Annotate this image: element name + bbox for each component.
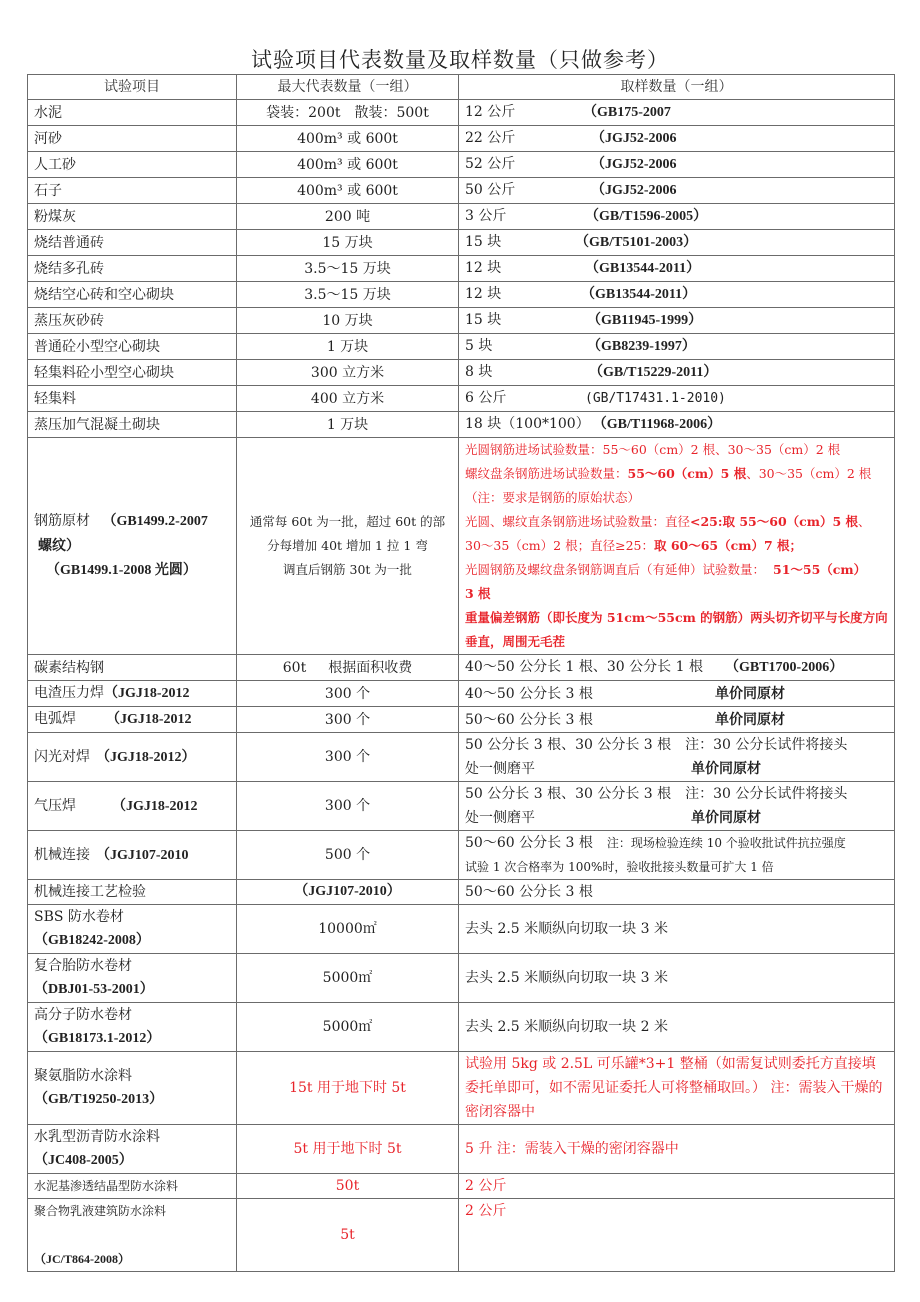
table-row [28, 1199, 895, 1272]
cell-sample [459, 782, 895, 831]
table-row [28, 386, 895, 412]
price-note: 单价同原材 [691, 761, 761, 777]
standard-code-suffix: 螺纹） [38, 538, 80, 554]
table-row [28, 230, 895, 256]
standard-code: （JGJ107-2010 [96, 847, 189, 863]
table-row [28, 256, 895, 282]
cell-quantity: 300 个 [237, 733, 459, 782]
quantity-line: 分每增加 40t 增加 1 拉 1 弯 [267, 538, 428, 553]
cell-quantity: 400m³ 或 600t [237, 178, 459, 204]
cell-item: 烧结普通砖 [28, 230, 237, 256]
standard-code: （JGJ18-2012 [106, 712, 192, 727]
cell-item: 普通砼小型空心砌块 [28, 334, 237, 360]
table-row-rebar [28, 438, 895, 655]
cell-sample: 2 公斤 [459, 1199, 895, 1272]
cell-sample [459, 256, 895, 282]
cell-sample [459, 230, 895, 256]
cell-item [28, 681, 237, 707]
item-name: 机械连接 [34, 846, 90, 863]
sample-value: 5 块 [465, 338, 493, 354]
item-name: 电渣压力焊 [34, 685, 104, 701]
sample-value: 52 公斤 [465, 156, 516, 172]
table-row [28, 308, 895, 334]
sample-line [465, 510, 888, 534]
quantity-line: 通常每 60t 为一批，超过 60t 的部 [249, 514, 446, 529]
price-note: 单价同原材 [715, 711, 785, 728]
item-name: 水乳型沥青防水涂料 [34, 1129, 160, 1145]
item-name: 气压焊 [34, 797, 76, 814]
cell-item: 烧结空心砖和空心砌块 [28, 282, 237, 308]
table-row [28, 360, 895, 386]
cell-sample: 50～60 公分长 3 根 [459, 880, 895, 905]
sample-line: 光圆钢筋进场试验数量：55～60（cm）2 根、30～35（cm）2 根 [465, 442, 841, 457]
sample-value: 12 块 [465, 260, 502, 276]
table-row [28, 655, 895, 681]
cell-quantity: 5t 用于地下时 5t [237, 1125, 459, 1174]
sample-line: 处一侧磨平 [465, 761, 535, 777]
cell-item [28, 1052, 237, 1125]
standard-code: （JGJ18-2012 [104, 686, 190, 701]
cell-item: 机械连接工艺检验 [28, 880, 237, 905]
standard-code: （GB/T11968-2006） [599, 417, 722, 432]
page-title: 试验项目代表数量及取样数量（只做参考） [251, 48, 669, 72]
cell-sample [459, 438, 895, 655]
sample-line [465, 462, 888, 486]
sample-line: 重量偏差钢筋（即长度为 51cm～55cm 的钢筋）两头切齐切平与长度方向垂直，周围无毛茬 [465, 610, 888, 649]
cell-item [28, 905, 237, 954]
item-name: 闪光对焊 [34, 748, 90, 765]
cell-quantity [237, 655, 459, 681]
sample-line: 处一侧磨平 [465, 810, 535, 826]
cell-sample [459, 831, 895, 880]
cell-item [28, 1003, 237, 1052]
item-name: 钢筋原材 [34, 513, 90, 529]
cell-quantity: 15 万块 [237, 230, 459, 256]
sample-value: 8 块 [465, 364, 493, 380]
cell-quantity: 300 个 [237, 681, 459, 707]
standard-code: （GB1499.2-2007 [102, 514, 208, 529]
price-note: 单价同原材 [715, 685, 785, 702]
cell-sample [459, 334, 895, 360]
cell-sample [459, 386, 895, 412]
cell-quantity: 300 个 [237, 707, 459, 733]
table-row [28, 1052, 895, 1125]
table-row [28, 880, 895, 905]
sample-value: 50 公斤 [465, 182, 516, 198]
standard-code: （GB/T15229-2011） [589, 365, 718, 380]
item-name: 聚合物乳液建筑防水涂料 [34, 1204, 167, 1218]
quantity-value: 60t [282, 659, 307, 676]
standard-code: （GB18242-2008） [34, 933, 150, 948]
table-row [28, 178, 895, 204]
cell-sample [459, 655, 895, 681]
table-row [28, 152, 895, 178]
standard-code: （GB175-2007 [583, 105, 671, 120]
sample-line: 50 公分长 3 根、30 公分长 3 根 注：30 公分长试件将接头 [465, 737, 848, 753]
header-sample-quantity: 取样数量（一组） [459, 75, 895, 100]
cell-sample [459, 360, 895, 386]
cell-sample [459, 282, 895, 308]
standard-code: （JGJ52-2006 [591, 131, 677, 146]
cell-quantity: 400m³ 或 600t [237, 126, 459, 152]
cell-quantity: 500 个 [237, 831, 459, 880]
item-name: 聚氨脂防水涂料 [34, 1068, 132, 1084]
text: 、30～35（cm）2 根 [746, 466, 872, 481]
cell-item [28, 782, 237, 831]
cell-quantity: 50t [237, 1174, 459, 1199]
table-row [28, 1125, 895, 1174]
cell-item: 石子 [28, 178, 237, 204]
cell-item: 人工砂 [28, 152, 237, 178]
table-row [28, 1174, 895, 1199]
cell-sample [459, 152, 895, 178]
cell-item: 轻集料砼小型空心砌块 [28, 360, 237, 386]
cell-quantity: 200 吨 [237, 204, 459, 230]
cell-quantity: 5t [237, 1199, 459, 1272]
standard-code: （JGJ18-2012 [112, 798, 198, 814]
sample-note: 注：现场检验连续 10 个验收批试件抗拉强度 [606, 836, 846, 850]
cell-item [28, 954, 237, 1003]
price-note: 单价同原材 [691, 810, 761, 826]
cell-quantity: 1 万块 [237, 334, 459, 360]
cell-sample [459, 126, 895, 152]
standard-code: (GB/T17431.1-2010) [585, 391, 726, 406]
standard-code: （GB8239-1997） [587, 339, 696, 354]
sample-value: 50～60 公分长 3 根 [465, 711, 593, 728]
item-name: SBS 防水卷材 [34, 909, 124, 925]
table-row [28, 412, 895, 438]
cell-item: 蒸压加气混凝土砌块 [28, 412, 237, 438]
standard-code: （JGJ18-2012） [96, 749, 196, 765]
sample-value: 3 公斤 [465, 208, 507, 224]
cell-item [28, 733, 237, 782]
text: 光圆、螺纹直条钢筋进场试验数量：直径 [465, 514, 691, 529]
cell-sample [459, 100, 895, 126]
table-row [28, 100, 895, 126]
text-bold: <25:取 55～60（cm）5 根 [690, 514, 859, 529]
cell-item: 碳素结构钢 [28, 655, 237, 681]
sample-value: 40～50 公分长 1 根、30 公分长 1 根 [465, 659, 703, 675]
cell-quantity: 3.5～15 万块 [237, 256, 459, 282]
sample-value: 15 块 [465, 312, 502, 328]
cell-quantity [237, 438, 459, 655]
cell-sample: 去头 2.5 米顺纵向切取一块 3 米 [459, 905, 895, 954]
cell-sample: 试验用 5kg 或 2.5L 可乐罐*3+1 整桶（如需复试则委托方直接填委托单即可，如不需见证委托人可将整桶取回。） 注：需装入干燥的密闭容器中 [459, 1052, 895, 1125]
standard-code: （JC408-2005） [34, 1153, 133, 1168]
cell-item: 烧结多孔砖 [28, 256, 237, 282]
table-row [28, 204, 895, 230]
quantity-line: 调直后钢筋 30t 为一批 [283, 562, 412, 577]
table-header-row [28, 75, 895, 100]
table-row [28, 733, 895, 782]
cell-quantity: 300 个 [237, 782, 459, 831]
sample-line: （注：要求是钢筋的原始状态） [465, 490, 641, 505]
cell-item [28, 1199, 237, 1272]
standard-code: （GB1499.1-2008 光圆） [46, 563, 197, 578]
standard-code: （GBT1700-2006） [724, 660, 844, 675]
cell-item: 蒸压灰砂砖 [28, 308, 237, 334]
text-bold: 55～60（cm）5 根 [627, 466, 747, 481]
cell-sample: 去头 2.5 米顺纵向切取一块 3 米 [459, 954, 895, 1003]
header-max-quantity: 最大代表数量（一组） [237, 75, 459, 100]
sample-value: 40～50 公分长 3 根 [465, 685, 593, 702]
table-row [28, 282, 895, 308]
table-row [28, 831, 895, 880]
cell-item: 水泥 [28, 100, 237, 126]
text-bold: 取 60～65（cm）7 根； [653, 538, 803, 553]
standard-code: （GB/T1596-2005） [585, 209, 708, 224]
standard-code: （DBJ01-53-2001） [34, 982, 154, 997]
cell-quantity: 1 万块 [237, 412, 459, 438]
cell-sample [459, 204, 895, 230]
cell-quantity: 400m³ 或 600t [237, 152, 459, 178]
table-row [28, 707, 895, 733]
text: 30～35（cm）2 根；直径≥25： [465, 538, 654, 553]
text: 螺纹盘条钢筋进场试验数量： [465, 466, 628, 481]
text: 光圆钢筋及螺纹盘条钢筋调直后（有延伸）试验数量： [465, 562, 766, 577]
cell-sample [459, 681, 895, 707]
standard-code: （JC/T864-2008） [34, 1252, 131, 1266]
table-row [28, 1003, 895, 1052]
table-row [28, 681, 895, 707]
cell-quantity: 5000㎡ [237, 1003, 459, 1052]
cell-item [28, 831, 237, 880]
standard-code: （GB/T5101-2003） [575, 235, 698, 250]
cell-sample: 2 公斤 [459, 1174, 895, 1199]
cell-quantity: 300 立方米 [237, 360, 459, 386]
cell-sample [459, 178, 895, 204]
sample-line: 50 公分长 3 根、30 公分长 3 根 注：30 公分长试件将接头 [465, 786, 848, 802]
standard-code: （GB13544-2011） [581, 287, 697, 302]
sample-value: 50～60 公分长 3 根 [465, 835, 593, 851]
cell-sample [459, 707, 895, 733]
cell-sample: 5 升 注：需装入干燥的密闭容器中 [459, 1125, 895, 1174]
table-row [28, 782, 895, 831]
item-name: 复合胎防水卷材 [34, 958, 132, 974]
header-test-item: 试验项目 [28, 75, 237, 100]
sample-note: 试验 1 次合格率为 100%时，验收批接头数量可扩大 1 倍 [465, 860, 774, 874]
cell-quantity: 10000㎡ [237, 905, 459, 954]
standard-code: （GB18173.1-2012） [34, 1031, 161, 1046]
sample-value: 22 公斤 [465, 130, 516, 146]
text-bold: 51～55（cm） [773, 562, 867, 577]
table-row [28, 126, 895, 152]
cell-item [28, 1125, 237, 1174]
quantity-note: 根据面积收费 [328, 659, 413, 676]
sample-value: 12 块 [465, 286, 502, 302]
item-name: 高分子防水卷材 [34, 1007, 132, 1023]
standard-code: （JGJ52-2006 [591, 157, 677, 172]
cell-item: 轻集料 [28, 386, 237, 412]
cell-item: 河砂 [28, 126, 237, 152]
sample-line [465, 558, 888, 582]
cell-quantity: 袋装：200t 散装：500t [237, 100, 459, 126]
standard-code: （GB/T19250-2013） [34, 1092, 164, 1107]
table-row [28, 954, 895, 1003]
cell-sample: 去头 2.5 米顺纵向切取一块 2 米 [459, 1003, 895, 1052]
table-row [28, 905, 895, 954]
table-row [28, 334, 895, 360]
standard-code: （GB11945-1999） [587, 313, 703, 328]
sample-value: 6 公斤 [465, 390, 507, 406]
sample-line: 3 根 [465, 586, 491, 601]
standard-code: （JGJ52-2006 [591, 183, 677, 198]
cell-quantity: 400 立方米 [237, 386, 459, 412]
cell-quantity: 3.5～15 万块 [237, 282, 459, 308]
cell-item: 粉煤灰 [28, 204, 237, 230]
item-name: 电弧焊 [34, 711, 76, 727]
sample-value: 15 块 [465, 234, 502, 250]
sample-line [465, 534, 888, 558]
cell-quantity: 10 万块 [237, 308, 459, 334]
cell-item [28, 707, 237, 733]
cell-sample [459, 412, 895, 438]
cell-quantity: 15t 用于地下时 5t [237, 1052, 459, 1125]
sample-value: 12 公斤 [465, 104, 516, 120]
sample-value: 18 块（100*100） [465, 416, 590, 432]
cell-item: 水泥基渗透结晶型防水涂料 [28, 1174, 237, 1199]
standard-code: （GB13544-2011） [585, 261, 701, 276]
cell-item [28, 438, 237, 655]
sampling-table [27, 74, 895, 1272]
text: 、 [858, 514, 871, 529]
cell-quantity: （JGJ107-2010） [237, 880, 459, 905]
cell-sample [459, 733, 895, 782]
cell-quantity: 5000㎡ [237, 954, 459, 1003]
cell-sample [459, 308, 895, 334]
